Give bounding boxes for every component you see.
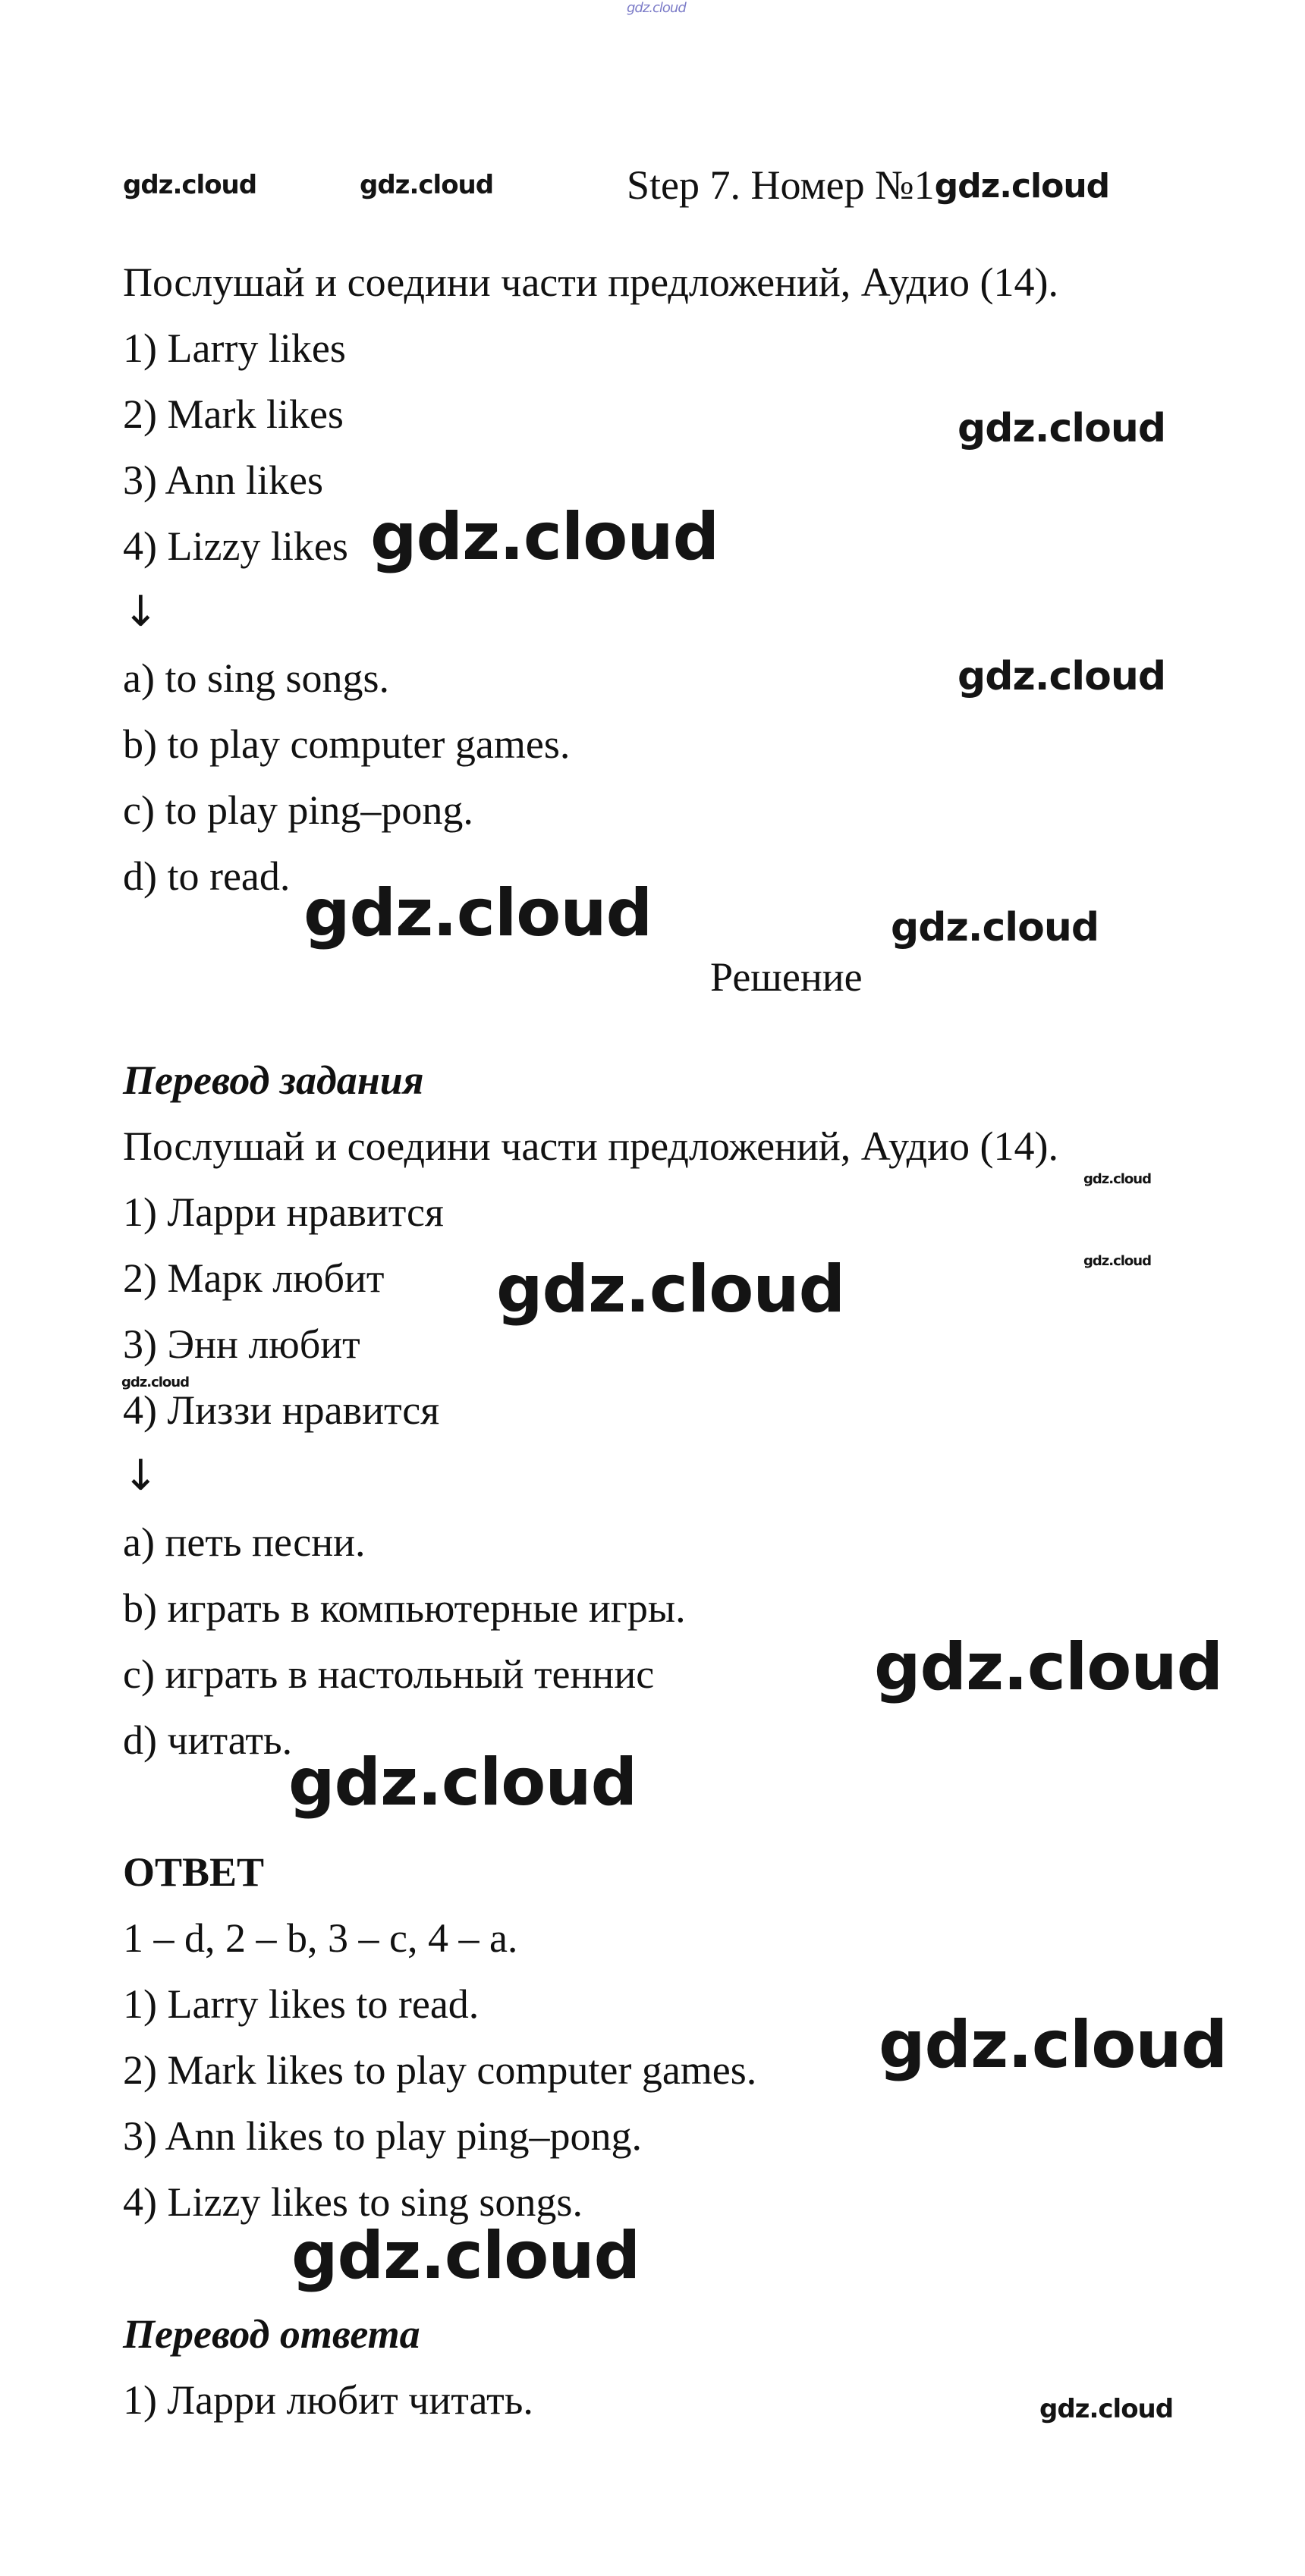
watermark: gdz.cloud	[1083, 1171, 1151, 1187]
answer-heading: ОТВЕТ	[123, 1849, 265, 1895]
answer-sentence-2: 2) Mark likes to play computer games.	[123, 2047, 757, 2093]
title-watermark: gdz.cloud	[934, 167, 1110, 206]
watermark: gdz.cloud	[1083, 1253, 1151, 1269]
watermark: gdz.cloud	[879, 2007, 1228, 2083]
translation-item-4: 4) Лиззи нравится	[123, 1387, 440, 1433]
translation-task-heading: Перевод задания	[123, 1057, 424, 1103]
answer-key: 1 – d, 2 – b, 3 – c, 4 – a.	[123, 1915, 518, 1961]
watermark: gdz.cloud	[288, 1745, 637, 1820]
task-option-b: b) to play computer games.	[123, 721, 571, 767]
translation-item-3: 3) Энн любит	[123, 1321, 360, 1367]
watermark: gdz.cloud	[121, 1374, 189, 1390]
header-watermark-left: gdz.cloud	[123, 170, 257, 200]
answer-sentence-1: 1) Larry likes to read.	[123, 1981, 480, 2027]
watermark: gdz.cloud	[370, 499, 719, 575]
task-item-2: 2) Mark likes	[123, 391, 344, 437]
watermark: gdz.cloud	[958, 406, 1166, 451]
translation-option-d: d) читать.	[123, 1717, 293, 1763]
page-title	[627, 161, 1109, 211]
watermark: gdz.cloud	[1039, 2394, 1174, 2424]
translation-task-instruction: Послушай и соедини части предложений, Аудио (14).	[123, 1123, 1058, 1169]
translation-option-b: b) играть в компьютерные игры.	[123, 1585, 686, 1631]
down-arrow-icon-2: ↓	[123, 1451, 159, 1500]
watermark: gdz.cloud	[958, 654, 1166, 699]
task-item-4: 4) Lizzy likes	[123, 523, 348, 569]
top-watermark: gdz.cloud	[627, 0, 686, 16]
watermark: gdz.cloud	[874, 1629, 1223, 1705]
header-watermark-middle: gdz.cloud	[360, 170, 494, 200]
watermark: gdz.cloud	[303, 875, 652, 951]
down-arrow-icon: ↓	[123, 587, 159, 636]
task-item-3: 3) Ann likes	[123, 457, 323, 503]
page-title-text: Step 7. Номер №1	[627, 162, 935, 208]
watermark: gdz.cloud	[496, 1252, 845, 1327]
translation-option-c: c) играть в настольный теннис	[123, 1651, 655, 1697]
task-instruction: Послушай и соедини части предложений, Аудио (14).	[123, 259, 1058, 305]
answer-sentence-4: 4) Lizzy likes to sing songs.	[123, 2179, 583, 2225]
task-option-d: d) to read.	[123, 853, 291, 899]
translation-answer-sentence-1: 1) Ларри любит читать.	[123, 2377, 533, 2423]
task-option-a: a) to sing songs.	[123, 655, 389, 701]
task-option-c: c) to play ping–pong.	[123, 787, 473, 833]
solution-label: Решение	[710, 954, 863, 1000]
watermark: gdz.cloud	[891, 905, 1099, 950]
answer-sentence-3: 3) Ann likes to play ping–pong.	[123, 2113, 642, 2159]
translation-option-a: a) петь песни.	[123, 1519, 366, 1565]
task-item-1: 1) Larry likes	[123, 325, 346, 371]
translation-answer-heading: Перевод ответа	[123, 2311, 420, 2357]
translation-item-2: 2) Марк любит	[123, 1255, 385, 1301]
translation-item-1: 1) Ларри нравится	[123, 1189, 444, 1235]
watermark: gdz.cloud	[291, 2218, 640, 2294]
